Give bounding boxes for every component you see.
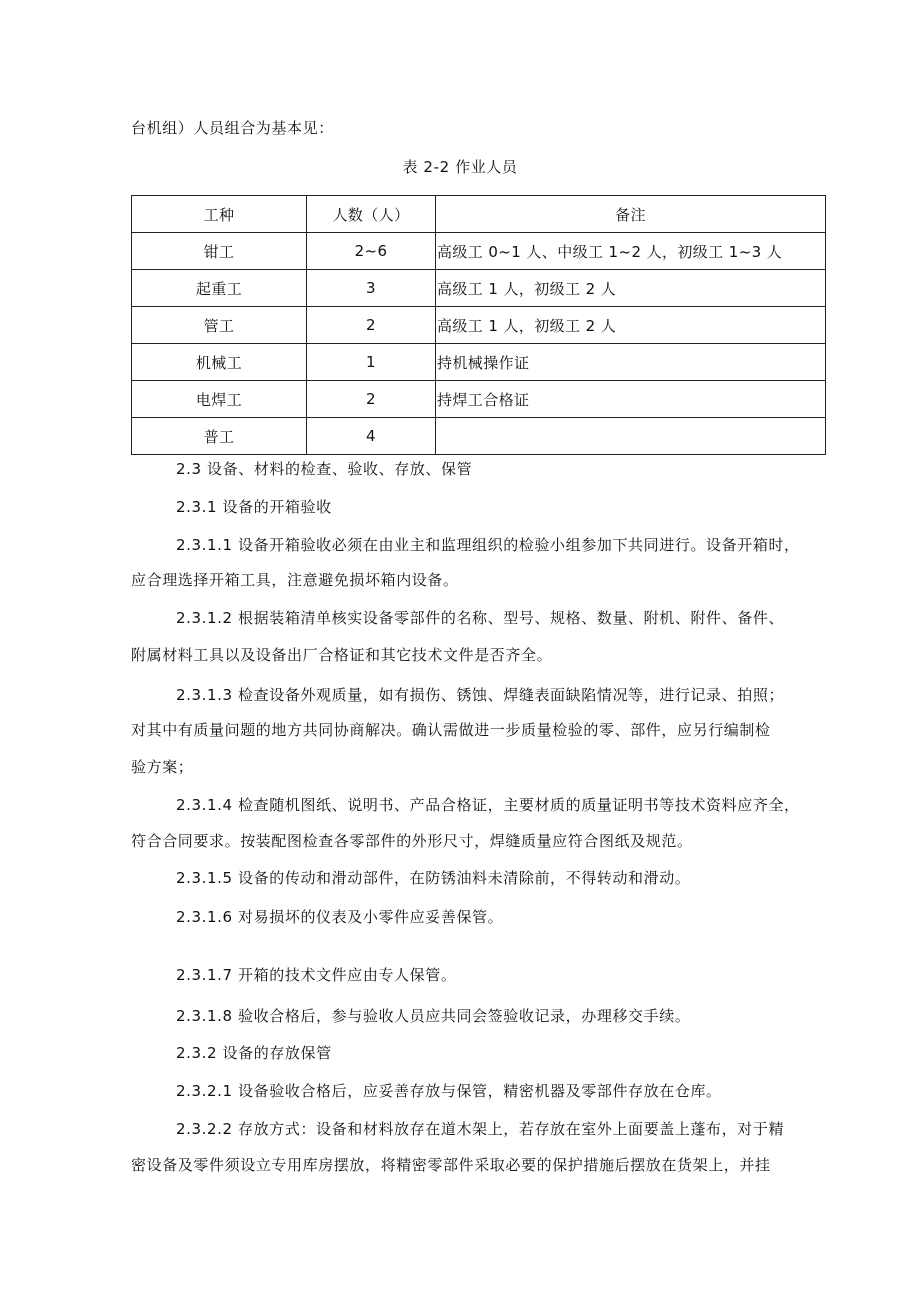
- cell-remarks: [436, 418, 826, 455]
- table-row: [132, 344, 826, 381]
- paragraph-2-3-1-1-line2: 应合理选择开箱工具，注意避免损坏箱内设备。: [131, 571, 459, 589]
- paragraph-2-3-1-6: 2.3.1.6 对易损坏的仪表及小零件应妥善保管。: [176, 908, 504, 926]
- cell-trade: 电焊工: [132, 381, 307, 418]
- paragraph-2-3-1-3-line2: 对其中有质量问题的地方共同协商解决。确认需做进一步质量检验的零、部件，应另行编制检: [131, 721, 771, 739]
- table-row: [132, 233, 826, 270]
- section-heading-2-3-2: 2.3.2 设备的存放保管: [176, 1044, 332, 1062]
- table-row: [132, 307, 826, 344]
- cell-count: 1: [307, 344, 436, 381]
- header-remarks: 备注: [436, 196, 826, 233]
- cell-remarks: 高级工 1 人，初级工 2 人: [436, 270, 826, 307]
- paragraph-2-3-1-5: 2.3.1.5 设备的传动和滑动部件，在防锈油料未清除前，不得转动和滑动。: [176, 869, 691, 887]
- cell-remarks: 持机械操作证: [436, 344, 826, 381]
- cell-trade: 起重工: [132, 270, 307, 307]
- table-row: [132, 418, 826, 455]
- paragraph-2-3-1-2-line1: 2.3.1.2 根据装箱清单核实设备零部件的名称、型号、规格、数量、附机、附件、备件、: [176, 609, 785, 627]
- section-heading-2-3-1: 2.3.1 设备的开箱验收: [176, 498, 332, 516]
- cell-count: 2: [307, 307, 436, 344]
- paragraph-2-3-1-3-line3: 验方案；: [131, 758, 194, 776]
- table-caption: 表 2-2 作业人员: [402, 158, 518, 176]
- cell-remarks: 高级工 1 人，初级工 2 人: [436, 307, 826, 344]
- section-heading-2-3: 2.3 设备、材料的检查、验收、存放、保管: [176, 460, 473, 478]
- paragraph-2-3-1-8: 2.3.1.8 验收合格后，参与验收人员应共同会签验收记录，办理移交手续。: [176, 1007, 691, 1025]
- cell-trade: 钳工: [132, 233, 307, 270]
- cell-trade: 普工: [132, 418, 307, 455]
- paragraph-2-3-1-4-line2: 符合合同要求。按装配图检查各零部件的外形尺寸，焊缝质量应符合图纸及规范。: [131, 832, 693, 850]
- header-count: 人数（人）: [307, 196, 436, 233]
- cell-trade: 管工: [132, 307, 307, 344]
- cell-count: 4: [307, 418, 436, 455]
- paragraph-2-3-1-4-line1: 2.3.1.4 检查随机图纸、说明书、产品合格证，主要材质的质量证明书等技术资料应齐全，: [176, 796, 800, 814]
- cell-count: 3: [307, 270, 436, 307]
- paragraph-2-3-2-2-line2: 密设备及零件须设立专用库房摆放，将精密零部件采取必要的保护措施后摆放在货架上，并挂: [131, 1156, 771, 1174]
- paragraph-2-3-1-2-line2: 附属材料工具以及设备出厂合格证和其它技术文件是否齐全。: [131, 646, 553, 664]
- paragraph-2-3-1-7: 2.3.1.7 开箱的技术文件应由专人保管。: [176, 966, 457, 984]
- cell-trade: 机械工: [132, 344, 307, 381]
- header-trade: 工种: [132, 196, 307, 233]
- table-row: [132, 270, 826, 307]
- paragraph-2-3-1-1-line1: 2.3.1.1 设备开箱验收必须在由业主和监理组织的检验小组参加下共同进行。设备开箱时，: [176, 536, 800, 554]
- cell-count: 2: [307, 381, 436, 418]
- table-header-row: [132, 196, 826, 233]
- paragraph-2-3-2-1: 2.3.2.1 设备验收合格后，应妥善存放与保管，精密机器及零部件存放在仓库。: [176, 1082, 722, 1100]
- paragraph-2-3-2-2-line1: 2.3.2.2 存放方式：设备和材料放存在道木架上，若存放在室外上面要盖上蓬布，对于精: [176, 1120, 785, 1138]
- cell-count: 2~6: [307, 233, 436, 270]
- table-row: [132, 381, 826, 418]
- staff-table: [131, 195, 826, 455]
- intro-line: 台机组）人员组合为基本见：: [131, 119, 334, 137]
- cell-remarks: 高级工 0~1 人、中级工 1~2 人，初级工 1~3 人: [436, 233, 826, 270]
- paragraph-2-3-1-3-line1: 2.3.1.3 检查设备外观质量，如有损伤、锈蚀、焊缝表面缺陷情况等，进行记录、拍照；: [176, 686, 785, 704]
- cell-remarks: 持焊工合格证: [436, 381, 826, 418]
